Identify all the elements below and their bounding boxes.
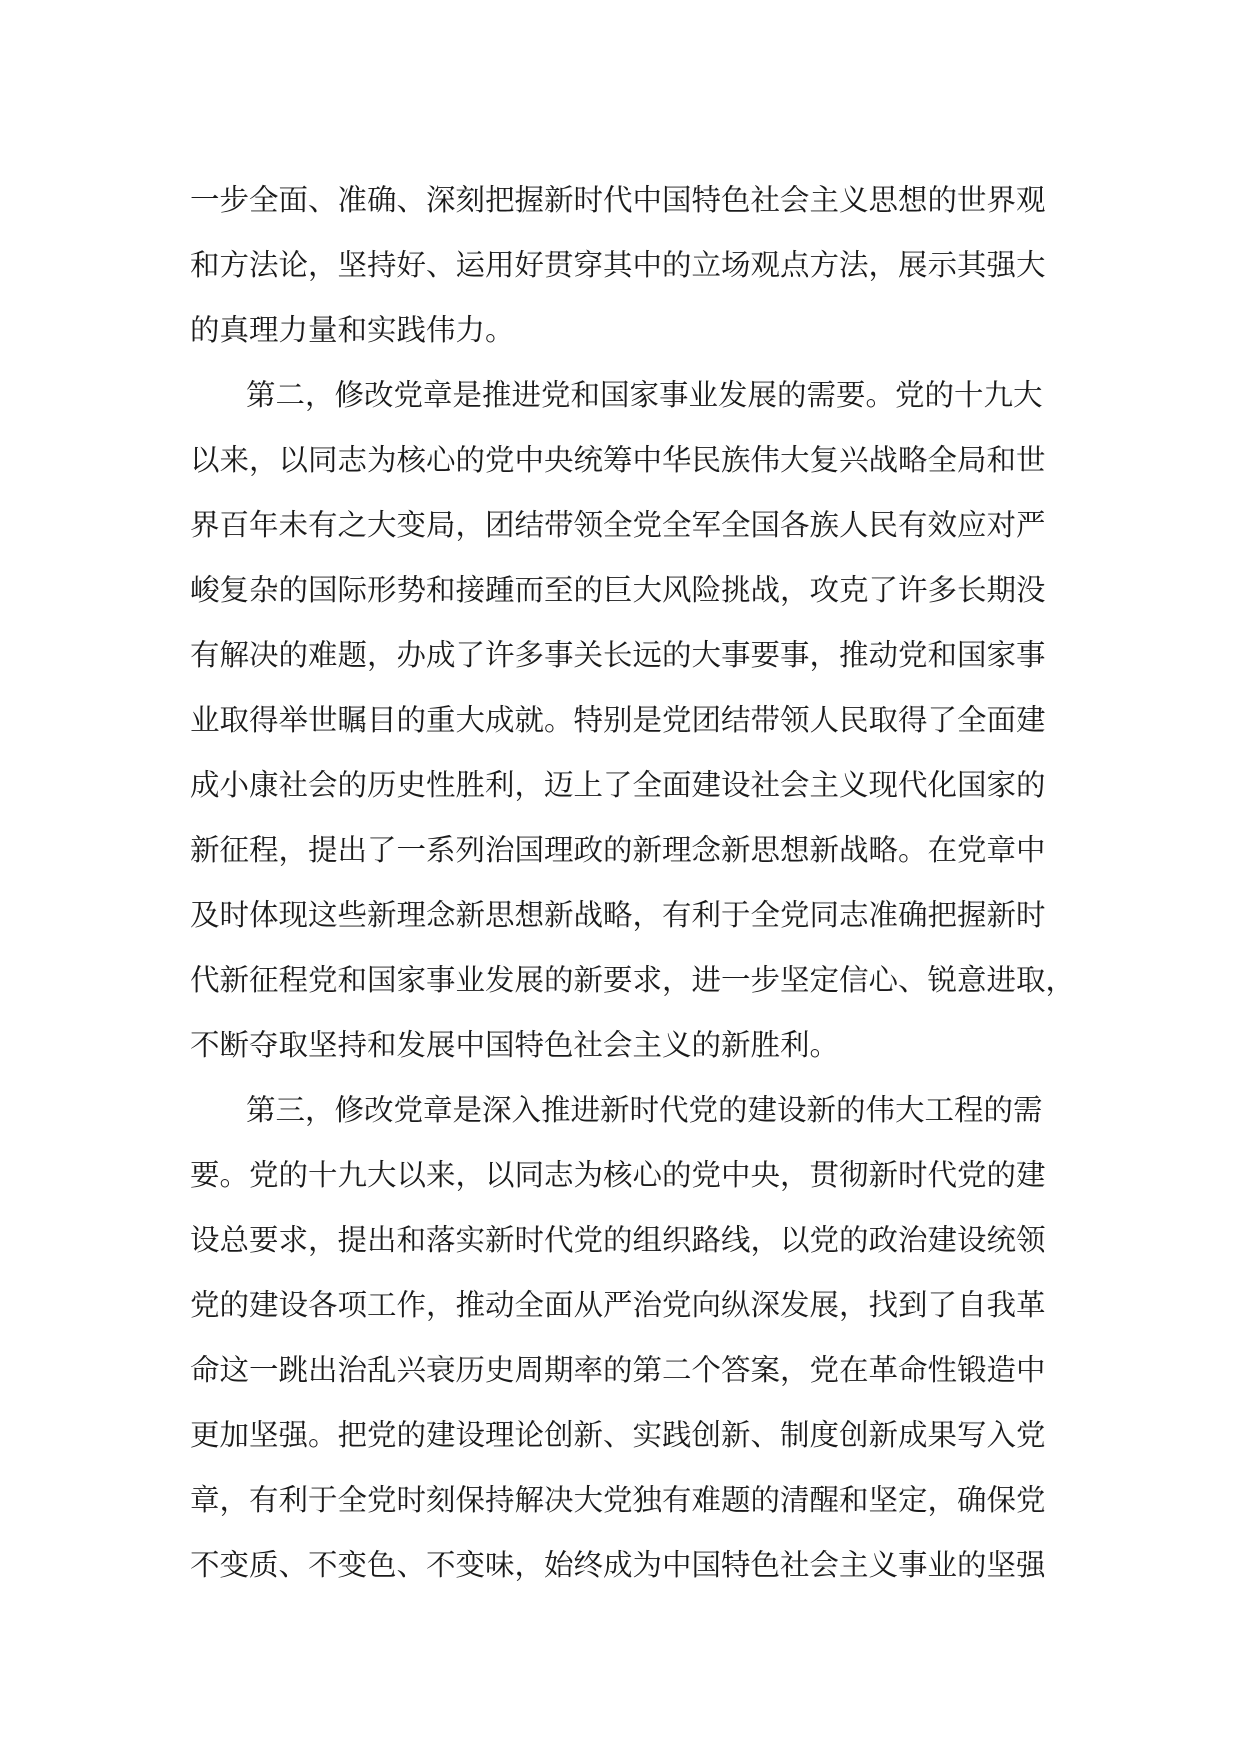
text-line: 代新征程党和国家事业发展的新要求，进一步坚定信心、锐意进取，: [190, 963, 1076, 997]
paragraph-first-line: 第三，修改党章是深入推进新时代党的建设新的伟大工程的需: [246, 1093, 1043, 1127]
text-line: 章，有利于全党时刻保持解决大党独有难题的清醒和坚定，确保党: [190, 1483, 1046, 1517]
text-line: 设总要求，提出和落实新时代党的组织路线，以党的政治建设统领: [190, 1223, 1046, 1257]
text-line: 不变质、不变色、不变味，始终成为中国特色社会主义事业的坚强: [190, 1548, 1046, 1582]
body-text: [190, 168, 1090, 1598]
text-line: 成小康社会的历史性胜利，迈上了全面建设社会主义现代化国家的: [190, 768, 1046, 802]
text-line: 一步全面、准确、深刻把握新时代中国特色社会主义思想的世界观: [190, 183, 1046, 217]
text-line: 新征程，提出了一系列治国理政的新理念新思想新战略。在党章中: [190, 833, 1046, 867]
text-line: 及时体现这些新理念新思想新战略，有利于全党同志准确把握新时: [190, 898, 1046, 932]
text-line: 不断夺取坚持和发展中国特色社会主义的新胜利。: [190, 1028, 840, 1062]
text-line: 和方法论，坚持好、运用好贯穿其中的立场观点方法，展示其强大: [190, 248, 1046, 282]
text-line: 命这一跳出治乱兴衰历史周期率的第二个答案，党在革命性锻造中: [190, 1353, 1046, 1387]
text-line: 更加坚强。把党的建设理论创新、实践创新、制度创新成果写入党: [190, 1418, 1046, 1452]
text-line: 以来，以同志为核心的党中央统筹中华民族伟大复兴战略全局和世: [190, 443, 1046, 477]
text-line: 峻复杂的国际形势和接踵而至的巨大风险挑战，攻克了许多长期没: [190, 573, 1046, 607]
text-line: 业取得举世瞩目的重大成就。特别是党团结带领人民取得了全面建: [190, 703, 1046, 737]
text-line: 有解决的难题，办成了许多事关长远的大事要事，推动党和国家事: [190, 638, 1046, 672]
text-line: 要。党的十九大以来，以同志为核心的党中央，贯彻新时代党的建: [190, 1158, 1046, 1192]
text-line: 界百年未有之大变局，团结带领全党全军全国各族人民有效应对严: [190, 508, 1046, 542]
text-line: 的真理力量和实践伟力。: [190, 313, 515, 347]
paragraph-first-line: 第二，修改党章是推进党和国家事业发展的需要。党的十九大: [246, 378, 1043, 412]
text-line: 党的建设各项工作，推动全面从严治党向纵深发展，找到了自我革: [190, 1288, 1046, 1322]
